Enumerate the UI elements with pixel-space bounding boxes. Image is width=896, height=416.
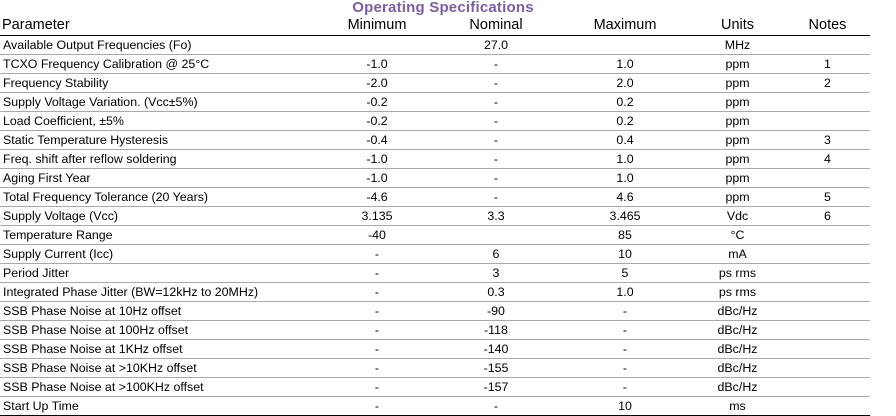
cell-units: ms [690,397,785,416]
cell-minimum: - [322,359,432,378]
cell-units: ppm [690,188,785,207]
table-row [0,302,870,321]
table-row [0,226,870,245]
cell-minimum: - [322,378,432,397]
column-header-notes: Notes [808,17,847,33]
cell-notes [785,321,870,340]
table-row [0,245,870,264]
cell-units: ppm [690,169,785,188]
table-row [0,112,870,131]
cell-nominal: 6 [432,245,560,264]
cell-maximum: 0.4 [560,131,690,150]
cell-units: ppm [690,131,785,150]
cell-nominal: 27.0 [432,36,560,55]
cell-nominal: -140 [432,340,560,359]
cell-maximum: - [560,321,690,340]
column-header-units: Units [720,17,755,33]
cell-minimum: 3.135 [322,207,432,226]
cell-nominal: 3.3 [432,207,560,226]
cell-nominal: - [432,150,560,169]
cell-maximum: - [560,378,690,397]
cell-parameter: Supply Voltage (Vcc) [0,207,322,226]
cell-units: dBc/Hz [690,321,785,340]
column-header-minimum: Minimum [347,17,407,33]
cell-notes [785,112,870,131]
cell-units: dBc/Hz [690,359,785,378]
cell-units: MHz [690,36,785,55]
cell-maximum: 3.465 [560,207,690,226]
cell-units: dBc/Hz [690,340,785,359]
table-row [0,169,870,188]
table-row [0,131,870,150]
cell-notes [785,283,870,302]
cell-notes [785,245,870,264]
table-header [0,17,870,36]
column-header-nominal: Nominal [469,17,523,33]
cell-parameter: Start Up Time [0,397,322,416]
column-header-parameter: Parameter [2,17,70,33]
cell-parameter: Total Frequency Tolerance (20 Years) [0,188,322,207]
cell-nominal: - [432,169,560,188]
cell-minimum: - [322,283,432,302]
cell-parameter: Integrated Phase Jitter (BW=12kHz to 20MHz) [0,283,322,302]
table-row [0,74,870,93]
column-header-maximum: Maximum [593,17,657,33]
cell-units: ppm [690,55,785,74]
cell-minimum: -0.2 [322,93,432,112]
cell-units: dBc/Hz [690,302,785,321]
cell-parameter: Freq. shift after reflow soldering [0,150,322,169]
cell-minimum: - [322,264,432,283]
table-row [0,55,870,74]
cell-maximum: 2.0 [560,74,690,93]
cell-notes: 2 [785,74,870,93]
cell-parameter: Available Output Frequencies (Fo) [0,36,322,55]
cell-maximum: 1.0 [560,150,690,169]
cell-parameter: Period Jitter [0,264,322,283]
cell-maximum: 10 [560,397,690,416]
cell-notes: 5 [785,188,870,207]
cell-notes: 4 [785,150,870,169]
table-header-row [0,17,870,36]
cell-notes [785,169,870,188]
cell-units: ppm [690,74,785,93]
cell-minimum: -1.0 [322,55,432,74]
table-row [0,93,870,112]
cell-notes [785,226,870,245]
cell-nominal: - [432,131,560,150]
cell-minimum: -0.4 [322,131,432,150]
cell-minimum [322,36,432,55]
cell-parameter: TCXO Frequency Calibration @ 25°C [0,55,322,74]
cell-nominal: -157 [432,378,560,397]
cell-parameter: Temperature Range [0,226,322,245]
cell-minimum: -1.0 [322,150,432,169]
cell-maximum: - [560,302,690,321]
cell-nominal: - [432,112,560,131]
cell-notes [785,264,870,283]
cell-parameter: SSB Phase Noise at 100Hz offset [0,321,322,340]
table-row [0,397,870,416]
cell-units: °C [690,226,785,245]
cell-maximum: - [560,340,690,359]
cell-parameter: Supply Voltage Variation. (Vcc±5%) [0,93,322,112]
cell-minimum: -40 [322,226,432,245]
cell-notes [785,340,870,359]
cell-maximum: 10 [560,245,690,264]
cell-parameter: SSB Phase Noise at 10Hz offset [0,302,322,321]
cell-maximum: 5 [560,264,690,283]
cell-minimum: -0.2 [322,112,432,131]
page-title: Operating Specifications [352,0,534,16]
cell-minimum: -2.0 [322,74,432,93]
cell-units: Vdc [690,207,785,226]
cell-maximum: 1.0 [560,55,690,74]
cell-nominal: - [432,93,560,112]
cell-nominal: - [432,74,560,93]
cell-parameter: SSB Phase Noise at >100KHz offset [0,378,322,397]
cell-maximum: 0.2 [560,93,690,112]
table-row [0,207,870,226]
cell-minimum: - [322,321,432,340]
cell-minimum: - [322,397,432,416]
table-row [0,283,870,302]
cell-nominal: - [432,188,560,207]
cell-minimum: -4.6 [322,188,432,207]
cell-notes: 3 [785,131,870,150]
cell-parameter: SSB Phase Noise at >10KHz offset [0,359,322,378]
cell-minimum: -1.0 [322,169,432,188]
cell-parameter: Aging First Year [0,169,322,188]
cell-notes [785,302,870,321]
cell-notes: 1 [785,55,870,74]
cell-maximum: 85 [560,226,690,245]
cell-maximum: - [560,359,690,378]
cell-nominal: - [432,397,560,416]
cell-units: ppm [690,150,785,169]
table-row [0,340,870,359]
cell-parameter: Frequency Stability [0,74,322,93]
cell-parameter: Supply Current (Icc) [0,245,322,264]
cell-maximum: 1.0 [560,283,690,302]
cell-units: ppm [690,112,785,131]
table-row [0,150,870,169]
cell-notes: 6 [785,207,870,226]
cell-units: ps rms [690,283,785,302]
cell-notes [785,397,870,416]
cell-nominal: -90 [432,302,560,321]
cell-nominal [432,226,560,245]
table-row [0,321,870,340]
cell-notes [785,378,870,397]
table-row [0,188,870,207]
cell-notes [785,36,870,55]
cell-maximum [560,36,690,55]
cell-maximum: 1.0 [560,169,690,188]
cell-maximum: 4.6 [560,188,690,207]
table-row [0,359,870,378]
cell-nominal: 3 [432,264,560,283]
cell-parameter: Static Temperature Hysteresis [0,131,322,150]
cell-units: ppm [690,93,785,112]
cell-units: ps rms [690,264,785,283]
cell-units: dBc/Hz [690,378,785,397]
cell-notes [785,93,870,112]
cell-minimum: - [322,245,432,264]
cell-parameter: SSB Phase Noise at 1KHz offset [0,340,322,359]
table-row [0,264,870,283]
cell-minimum: - [322,302,432,321]
cell-notes [785,359,870,378]
cell-nominal: -118 [432,321,560,340]
cell-nominal: 0.3 [432,283,560,302]
operating-specifications-table [0,17,870,416]
table-row [0,36,870,55]
table-row [0,378,870,397]
cell-nominal: -155 [432,359,560,378]
cell-units: mA [690,245,785,264]
cell-parameter: Load Coefficient, ±5% [0,112,322,131]
cell-minimum: - [322,340,432,359]
cell-maximum: 0.2 [560,112,690,131]
table-body [0,36,870,416]
cell-nominal: - [432,55,560,74]
